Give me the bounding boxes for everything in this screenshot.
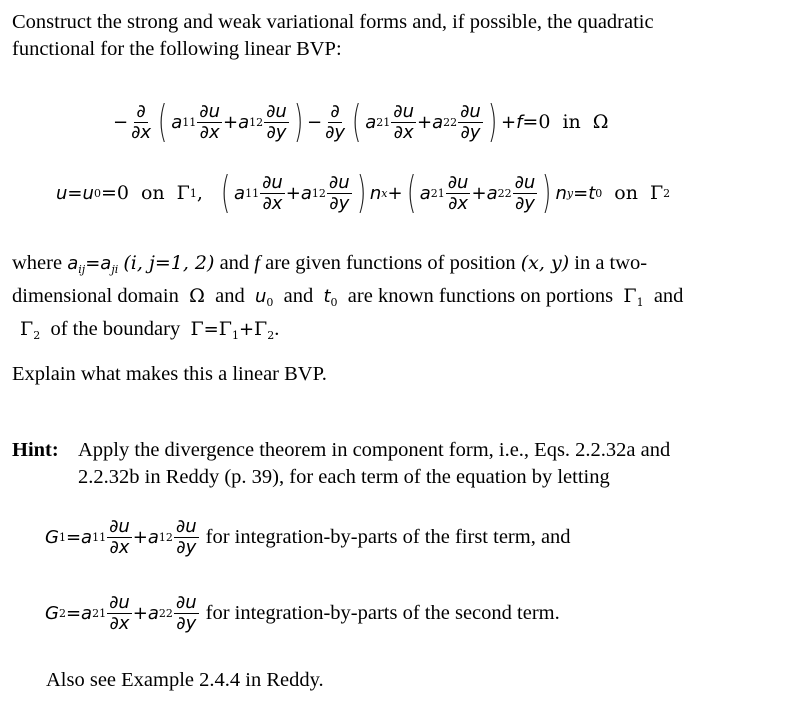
coef-sub: 11 bbox=[92, 530, 107, 544]
intro-line-2: functional for the following linear BVP: bbox=[12, 38, 342, 60]
gamma-symbol: Γ bbox=[20, 318, 34, 340]
numerator: ∂u bbox=[262, 171, 283, 193]
text: and bbox=[219, 252, 250, 274]
numerator: ∂ bbox=[136, 100, 146, 122]
plus-sign: + bbox=[238, 319, 255, 340]
index-range: (i, j=1, 2) bbox=[123, 252, 215, 274]
coef-a: a bbox=[171, 111, 183, 133]
hint-line-2: 2.2.32b in Reddy (p. 39), for each term of the equation by letting bbox=[78, 466, 610, 488]
denominator: ∂y bbox=[325, 121, 346, 143]
equals-sign: = bbox=[573, 182, 589, 204]
sub: y bbox=[566, 186, 574, 200]
numerator: ∂u bbox=[109, 591, 130, 613]
text: where bbox=[12, 252, 63, 274]
du-dy bbox=[174, 517, 199, 558]
du-dx bbox=[391, 102, 416, 143]
intro-line-1: Construct the strong and weak variational forms and, if possible, the quadratic bbox=[12, 11, 654, 33]
plus-sign: + bbox=[222, 111, 239, 133]
denominator: ∂y bbox=[514, 192, 535, 214]
right-paren: ) bbox=[487, 96, 498, 147]
numerator: ∂u bbox=[460, 100, 481, 122]
equals-zero: =0 bbox=[100, 182, 129, 204]
plus-sign: + bbox=[471, 182, 487, 204]
in-label: in bbox=[562, 111, 581, 133]
position-xy: (x, y) bbox=[520, 252, 570, 274]
equals-sign: = bbox=[65, 602, 82, 624]
where-line-3 bbox=[12, 316, 802, 349]
equals-zero: =0 bbox=[522, 111, 551, 133]
du-dx bbox=[260, 173, 285, 214]
also-see-note: Also see Example 2.4.4 in Reddy. bbox=[46, 669, 324, 691]
problem-intro bbox=[12, 9, 654, 63]
coef-a: a bbox=[81, 602, 93, 624]
sub: 2 bbox=[58, 606, 66, 620]
var-G: G bbox=[45, 602, 59, 624]
g2-definition bbox=[45, 588, 560, 638]
partial-x-operator bbox=[129, 102, 153, 143]
coef-sub: 22 bbox=[158, 606, 173, 620]
plus-sign: + bbox=[416, 111, 433, 133]
coef-a: a bbox=[486, 182, 498, 204]
denominator: ∂y bbox=[460, 121, 481, 143]
sub: 0 bbox=[330, 296, 338, 309]
hint-line-1: Apply the divergence theorem in component form, i.e., Eqs. 2.2.32a and bbox=[78, 439, 671, 461]
numerator: ∂u bbox=[447, 171, 469, 193]
denominator: ∂y bbox=[266, 121, 287, 143]
minus-sign: − bbox=[307, 111, 323, 133]
plus-sign: + bbox=[387, 182, 403, 204]
coef-a: a bbox=[432, 111, 444, 133]
denominator: ∂y bbox=[176, 612, 197, 634]
hint-text bbox=[12, 437, 802, 491]
on-label: on bbox=[614, 182, 638, 204]
sub: ij bbox=[78, 263, 86, 276]
numerator: ∂u bbox=[175, 515, 197, 537]
coef-a: a bbox=[419, 182, 431, 204]
coef-sub: 22 bbox=[497, 186, 512, 200]
left-paren: ( bbox=[157, 96, 168, 147]
text: and bbox=[283, 285, 314, 307]
sub: 2 bbox=[267, 329, 275, 342]
right-paren: ) bbox=[542, 167, 552, 218]
right-paren: ) bbox=[293, 96, 304, 147]
sub: 0 bbox=[595, 186, 603, 200]
denominator: ∂x bbox=[448, 192, 469, 214]
sub: x bbox=[381, 186, 388, 200]
denominator: ∂y bbox=[176, 536, 197, 558]
coef-a: a bbox=[67, 253, 79, 274]
denominator: ∂x bbox=[393, 121, 414, 143]
normal-n: n bbox=[555, 182, 567, 204]
text: and bbox=[653, 285, 684, 307]
denominator: ∂y bbox=[329, 192, 350, 214]
denominator: ∂x bbox=[199, 121, 220, 143]
coef-sub: 12 bbox=[158, 530, 173, 544]
left-paren: ( bbox=[351, 96, 362, 147]
var-f: f bbox=[254, 252, 260, 274]
coef-a: a bbox=[300, 182, 312, 204]
du-dy bbox=[513, 173, 538, 214]
traction-t: t bbox=[588, 182, 596, 204]
du-dx bbox=[197, 102, 222, 143]
coef-sub: 21 bbox=[376, 115, 391, 129]
gamma-symbol: Γ bbox=[176, 182, 190, 204]
du-dx bbox=[107, 593, 132, 634]
g1-description: for integration-by-parts of the first term, and bbox=[205, 525, 571, 548]
numerator: ∂u bbox=[393, 100, 414, 122]
equals-sign: = bbox=[67, 182, 83, 204]
coef-a: a bbox=[100, 253, 112, 274]
left-paren: ( bbox=[220, 167, 231, 218]
denominator: ∂x bbox=[262, 192, 283, 214]
plus-sign: + bbox=[132, 602, 148, 624]
hint-body bbox=[78, 437, 670, 491]
sub: 2 bbox=[33, 329, 41, 342]
coef-sub: 11 bbox=[245, 186, 260, 200]
numerator: ∂ bbox=[330, 100, 340, 122]
coef-sub: 12 bbox=[311, 186, 326, 200]
coef-a: a bbox=[147, 526, 159, 548]
coef-a: a bbox=[238, 111, 250, 133]
numerator: ∂u bbox=[175, 591, 197, 613]
var-G: G bbox=[45, 526, 59, 548]
coef-a: a bbox=[81, 526, 93, 548]
left-paren: ( bbox=[406, 167, 416, 218]
text: in a two- bbox=[574, 252, 648, 274]
partial-y-operator bbox=[323, 102, 347, 143]
du-dx bbox=[446, 173, 471, 214]
explain-question: Explain what makes this a linear BVP. bbox=[12, 363, 327, 385]
governing-equation bbox=[113, 92, 609, 152]
coef-a: a bbox=[365, 111, 377, 133]
equals-sign: = bbox=[203, 319, 219, 340]
where-paragraph bbox=[12, 250, 802, 349]
coef-a: a bbox=[234, 182, 246, 204]
denominator: ∂x bbox=[131, 121, 152, 143]
sub: 0 bbox=[266, 296, 274, 309]
numerator: ∂u bbox=[514, 171, 536, 193]
sub: 1 bbox=[231, 329, 239, 342]
coef-a: a bbox=[147, 602, 159, 624]
denominator: ∂x bbox=[109, 612, 130, 634]
g2-description: for integration-by-parts of the second term. bbox=[205, 601, 560, 624]
equals-sign: = bbox=[65, 526, 82, 548]
text: dimensional domain bbox=[12, 285, 179, 307]
boundary-conditions bbox=[56, 163, 670, 223]
sub: 0 bbox=[93, 186, 101, 200]
gamma-symbol: Γ bbox=[649, 182, 664, 204]
plus-sign: + bbox=[285, 182, 301, 204]
comma: , bbox=[196, 182, 203, 204]
var-t0: t bbox=[323, 286, 331, 307]
where-line-1 bbox=[12, 250, 802, 283]
g1-definition bbox=[45, 512, 571, 562]
numerator: ∂u bbox=[199, 100, 220, 122]
text: and bbox=[215, 285, 245, 307]
gamma-symbol: Γ bbox=[254, 318, 268, 340]
numerator: ∂u bbox=[109, 515, 130, 537]
numerator: ∂u bbox=[328, 171, 350, 193]
omega-symbol: Ω bbox=[592, 111, 609, 133]
coef-sub: 12 bbox=[249, 115, 264, 129]
text: are known functions on portions bbox=[347, 285, 614, 307]
sub: 1 bbox=[189, 186, 197, 200]
coef-sub: 21 bbox=[430, 186, 445, 200]
source-term: +f bbox=[501, 111, 523, 133]
hint-block bbox=[12, 437, 802, 491]
du-dy bbox=[174, 593, 199, 634]
sub: 1 bbox=[636, 296, 644, 309]
sub: ji bbox=[111, 263, 119, 276]
var-u0: u bbox=[82, 182, 94, 204]
du-dy bbox=[458, 102, 483, 143]
sub: 1 bbox=[58, 530, 66, 544]
minus-sign: − bbox=[113, 111, 129, 133]
text: are given functions of position bbox=[265, 252, 516, 274]
text: of the boundary bbox=[50, 318, 181, 340]
coef-sub: 21 bbox=[92, 606, 107, 620]
sub: 2 bbox=[663, 186, 671, 200]
du-dy bbox=[327, 173, 352, 214]
du-dy bbox=[264, 102, 289, 143]
gamma-symbol: Γ bbox=[623, 285, 637, 307]
coef-sub: 22 bbox=[443, 115, 458, 129]
equals-sign: = bbox=[85, 253, 101, 274]
right-paren: ) bbox=[356, 167, 366, 218]
var-u: u bbox=[56, 182, 68, 204]
omega-symbol: Ω bbox=[189, 285, 205, 307]
numerator: ∂u bbox=[266, 100, 287, 122]
period: . bbox=[274, 318, 280, 340]
on-label: on bbox=[140, 182, 165, 204]
coef-sub: 11 bbox=[182, 115, 197, 129]
denominator: ∂x bbox=[109, 536, 130, 558]
du-dx bbox=[107, 517, 132, 558]
plus-sign: + bbox=[132, 526, 148, 548]
normal-n: n bbox=[369, 182, 382, 204]
gamma-symbol: Γ bbox=[218, 318, 232, 340]
where-line-2 bbox=[12, 283, 802, 316]
var-u0: u bbox=[254, 286, 267, 307]
hint-label: Hint: bbox=[12, 439, 59, 461]
gamma-symbol: Γ bbox=[190, 318, 204, 340]
